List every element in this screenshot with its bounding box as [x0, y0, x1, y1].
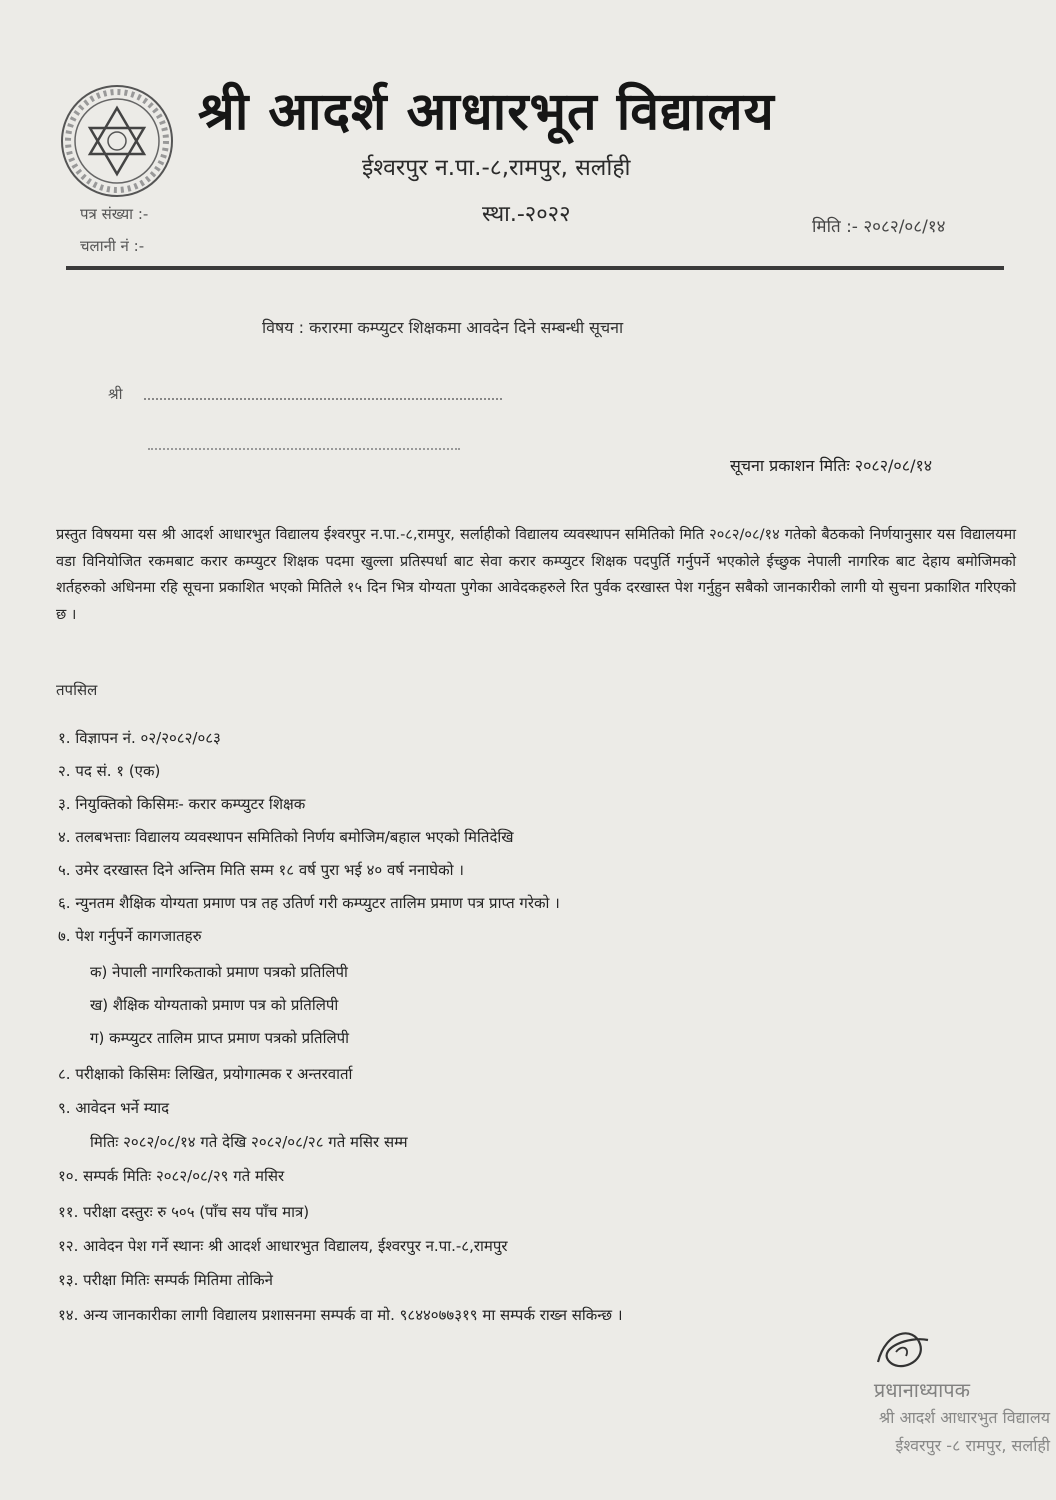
school-name: श्री आदर्श आधारभूत विद्यालय: [198, 81, 775, 142]
list-item: ४. तलबभत्ताः विद्यालय व्यवस्थापन समितिको निर्णय बमोजिम/बहाल भएको मितिदेखि: [58, 828, 514, 846]
list-item: ३. नियुक्तिको किसिमः- करार कम्प्युटर शिक्षक: [58, 795, 306, 813]
established-year: स्था.-२०२२: [482, 202, 571, 227]
list-item: १. विज्ञापन नं. ०२/२०८२/०८३: [58, 729, 221, 747]
document-sub-item: ग) कम्प्युटर तालिम प्राप्त प्रमाण पत्रको प्रतिलिपी: [90, 1029, 350, 1047]
letter-number-label: पत्र संख्या :-: [80, 205, 149, 223]
application-period: मितिः २०८२/०८/१४ गते देखि २०८२/०८/२८ गते मसिर सम्म: [90, 1133, 408, 1151]
list-item: ११. परीक्षा दस्तुरः रु ५०५ (पाँच सय पाँच मात्र): [58, 1203, 310, 1221]
stamp-line-2: ईश्वरपुर -८ रामपुर, सर्लाही: [895, 1436, 1050, 1455]
list-item: २. पद सं. १ (एक): [58, 762, 161, 780]
stamp-line-1: श्री आदर्श आधारभुत विद्यालय: [878, 1408, 1050, 1427]
list-item: १०. सम्पर्क मितिः २०८२/०८/२९ गते मसिर: [58, 1167, 285, 1185]
list-item: १४. अन्य जानकारीका लागी विद्यालय प्रशासनमा सम्पर्क वा मो. ९८४४०७७३१९ मा सम्पर्क राख्न सकिन्छ ।: [58, 1306, 623, 1324]
list-item: ८. परीक्षाको किसिमः लिखित, प्रयोगात्मक र अन्तरवार्ता: [58, 1065, 353, 1083]
principal-stamp: [780, 1376, 1050, 1460]
school-seal-icon: [58, 82, 176, 200]
addressee-label: श्री: [108, 385, 123, 403]
header-divider: [66, 266, 1004, 270]
document-sub-item: क) नेपाली नागरिकताको प्रमाण पत्रको प्रतिलिपी: [90, 963, 348, 981]
addressee-blank-line: [144, 398, 502, 400]
stamp-title: प्रधानाध्यापक: [873, 1378, 970, 1402]
signature-mark: [868, 1322, 936, 1384]
list-item: ५. उमेर दरखास्त दिने अन्तिम मिति सम्म १८ वर्ष पुरा भई ४० वर्ष ननाघेको ।: [58, 861, 464, 879]
document-sub-item: ख) शैक्षिक योग्यताको प्रमाण पत्र को प्रतिलिपी: [90, 996, 339, 1014]
annex-heading: तपसिल: [56, 681, 98, 699]
list-item: ७. पेश गर्नुपर्ने कागजातहरु: [58, 927, 202, 945]
dispatch-number-label: चलानी नं :-: [80, 237, 145, 255]
list-item: १२. आवेदन पेश गर्ने स्थानः श्री आदर्श आधारभुत विद्यालय, ईश्वरपुर न.पा.-८,रामपुर: [58, 1237, 508, 1255]
school-address: ईश्वरपुर न.पा.-८,रामपुर, सर्लाही: [362, 155, 631, 181]
notice-body: प्रस्तुत विषयमा यस श्री आदर्श आधारभुत विद्यालय ईश्वरपुर न.पा.-८,रामपुर, सर्लाहीको विद्यालय व्यवस्थापन समितिको मिति २०८२/०८/१४ गतेको बैठकको निर्णयानुसार यस विद्यालयमा वडा विनियोजित रकमबाट करार कम्प्युटर शिक्षक पदमा खुल्ला प्रतिस्पर्धा बाट सेवा करार कम्प्युटर शिक्षक पदपुर्ति गर्नुपर्ने भएकोले ईच्छुक नेपाली नागरिक बाट देहाय बमोजिमको शर्तहरुको अधिनमा रहि सूचना प्रकाशित भएको मितिले १५ दिन भित्र योग्यता पुगेका आवेदकहरुले रित पुर्वक दरखास्त पेश गर्नुहुन सबैको जानकारीको लागी यो सुचना प्रकाशित गरिएको छ ।: [56, 526, 1016, 623]
list-item: ६. न्युनतम शैक्षिक योग्यता प्रमाण पत्र तह उतिर्ण गरी कम्प्युटर तालिम प्रमाण पत्र प्राप्त गरेको ।: [58, 894, 560, 912]
list-item: १३. परीक्षा मितिः सम्पर्क मितिमा तोकिने: [58, 1271, 273, 1289]
publish-date: सूचना प्रकाशन मितिः २०८२/०८/१४: [730, 456, 933, 475]
addressee-blank-line-2: [148, 448, 460, 450]
subject-line: विषय : करारमा कम्प्युटर शिक्षकमा आवदेन दिने सम्बन्धी सूचना: [262, 318, 624, 337]
list-item: ९. आवेदन भर्ने म्याद: [58, 1099, 170, 1117]
letter-date: मिति :- २०८२/०८/१४: [812, 217, 946, 237]
